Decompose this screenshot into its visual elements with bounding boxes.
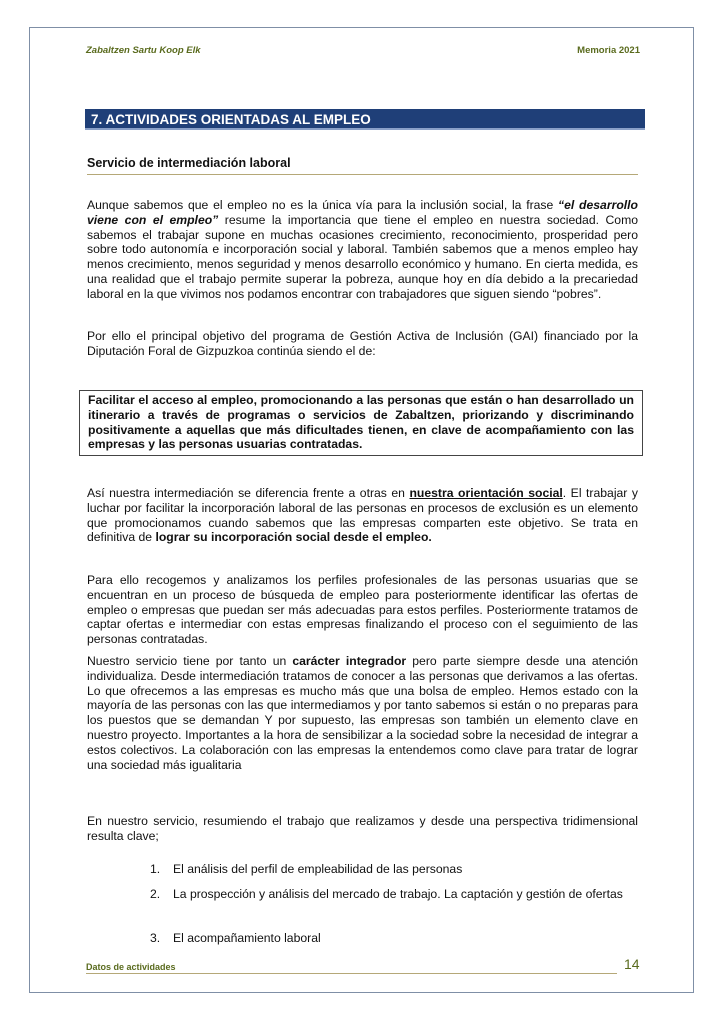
list-number: 2. bbox=[150, 887, 161, 901]
list-text: El acompañamiento laboral bbox=[173, 931, 321, 945]
footer-divider bbox=[86, 973, 617, 974]
list-item bbox=[150, 887, 638, 902]
header-organization: Zabaltzen Sartu Koop Elk bbox=[86, 45, 201, 56]
objective-text: Facilitar el acceso al empleo, promocionando a las personas que están o han desarrollado un itinerario a través de programas o servicios de Zabaltzen, priorizando y discriminando positivamente a aquellas que más dificultades tienen, en clave de acompañamiento con las empresas y las personas usuarias contratadas. bbox=[88, 393, 634, 452]
subsection-title: Servicio de intermediación laboral bbox=[87, 156, 638, 175]
list-number: 1. bbox=[150, 862, 161, 876]
footer-section-label: Datos de actividades bbox=[86, 962, 176, 972]
paragraph-integrator: Nuestro servicio tiene por tanto un carácter integrador pero parte siempre desde una atención individualiza. Desde intermediación tratamos de conocer a las personas que derivamos a las ofertas. Lo que ofrecemos a las empresas es mucho más que una bolsa de empleo. Hemos estado con la mayoría de las personas con las que intermediamos y por tanto sabemos si están o no preparas para los puestos que se demandan Y por supuesto, las empresas son también un elemento clave en nuestro proyecto. Importantes a la hora de sensibilizar a la sociedad sobre la necesidad de integrar a estos colectivos. La colaboración con las empresas la entendemos como clave para tratar de lograr una sociedad más igualitaria bbox=[87, 654, 638, 772]
paragraph-perspective: En nuestro servicio, resumiendo el trabajo que realizamos y desde una perspectiva tridimensional resulta clave; bbox=[87, 814, 638, 843]
header-report-title: Memoria 2021 bbox=[577, 45, 640, 56]
paragraph-social-orientation: Así nuestra intermediación se diferencia frente a otras en nuestra orientación social. El trabajar y luchar por facilitar la incorporación laboral de las personas en procesos de exclusión es un elemento que promocionamos cuando sabemos que las empresas comparten este objetivo. Se trata en definitiva de lograr su incorporación social desde el empleo. bbox=[87, 486, 638, 545]
paragraph-intro: Aunque sabemos que el empleo no es la única vía para la inclusión social, la frase “el desarrollo viene con el empleo” resume la importancia que tiene el empleo en nuestra sociedad. Como sabemos el trabajar supone en muchas ocasiones crecimiento, reconocimiento, prosperidad pero sobre todo autonomía e incorporación social y laboral. También sabemos que a menos empleo hay menos crecimiento, menos seguridad y menos desarrollo económico y humano. En cierta medida, es una realidad que el trabajo permite superar la pobreza, aunque hoy en día debido a la precariedad laboral en la que vivimos nos podamos encontrar con trabajadores que siguen siendo “pobres”. bbox=[87, 198, 638, 301]
objective-box bbox=[79, 390, 643, 456]
list-item bbox=[150, 862, 638, 877]
list-item bbox=[150, 931, 638, 946]
list-text: La prospección y análisis del mercado de trabajo. La captación y gestión de ofertas bbox=[173, 887, 623, 901]
paragraph-profiles: Para ello recogemos y analizamos los perfiles profesionales de las personas usuarias que se encuentran en un proceso de búsqueda de empleo para posteriormente identificar las ofertas de empleo o empresas que puedan ser más adecuadas para estos perfiles. Posteriormente tratamos de captar ofertas e intermediar con estas empresas finalizando el proceso con el seguimiento de las personas contratadas. bbox=[87, 573, 638, 647]
page-number: 14 bbox=[624, 956, 640, 972]
list-number: 3. bbox=[150, 931, 161, 945]
list-text: El análisis del perfil de empleabilidad de las personas bbox=[173, 862, 463, 876]
section-title: 7. ACTIVIDADES ORIENTADAS AL EMPLEO bbox=[85, 109, 645, 130]
paragraph-objective: Por ello el principal objetivo del programa de Gestión Activa de Inclusión (GAI) financiado por la Diputación Foral de Gizpuzkoa continúa siendo el de: bbox=[87, 329, 638, 358]
